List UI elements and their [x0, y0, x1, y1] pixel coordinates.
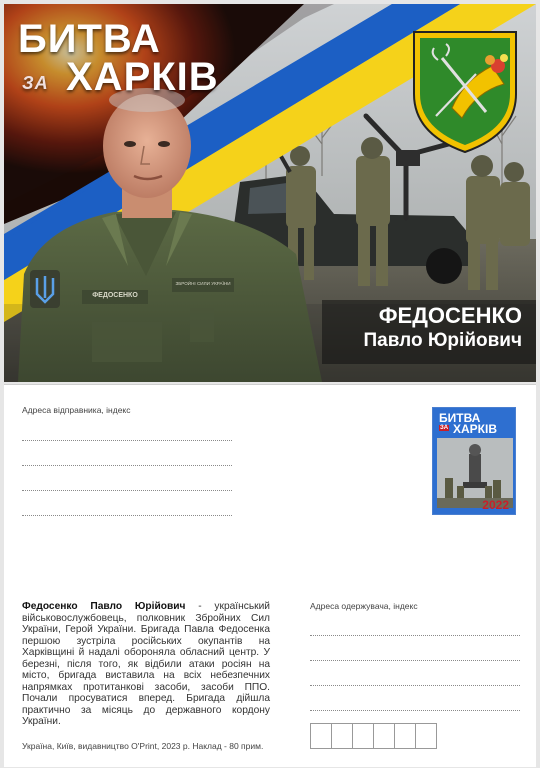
postcode-digit-box[interactable]: [310, 723, 332, 749]
bio-name: Федосенко Павло Юрійович: [22, 601, 186, 612]
bio-text: - український військовослужбовець, полковник Збройних Сил України, Герой України. Бригада Павла Федосенка першою зустріла російських окупантів на Харківщині й надалі обороняла обласний центр. У березні, після того, як відбили атаки росіян на місто, бригада виставила на всіх небезпечних напрямках протитанкові засоби, засоби ППО. Почали просуватися вперед. Бригада дійшла практично за місяць до державного кордону України.: [22, 601, 270, 727]
sender-address-line-4[interactable]: [22, 515, 232, 516]
title-line-2: ХАРКІВ: [66, 55, 219, 99]
recipient-address-line-1[interactable]: [310, 635, 520, 636]
postcode-digit-box[interactable]: [394, 723, 416, 749]
sender-address-label: Адреса відправника, індекс: [22, 405, 131, 415]
recipient-postcode-boxes: [310, 723, 436, 749]
stamp-title-za: ЗА: [440, 425, 449, 431]
postcode-digit-box[interactable]: [373, 723, 395, 749]
postcode-digit-box[interactable]: [331, 723, 353, 749]
postcode-digit-box[interactable]: [415, 723, 437, 749]
stamp-title-line-2: ХАРКІВ: [453, 422, 497, 436]
hero-surname: ФЕДОСЕНКО: [378, 303, 522, 328]
title-line-1: БИТВА: [18, 17, 161, 61]
postcard-address-side: [4, 384, 536, 767]
sender-address-line-2[interactable]: [22, 465, 232, 466]
postcode-digit-box[interactable]: [352, 723, 374, 749]
recipient-address-line-4[interactable]: [310, 710, 520, 711]
postcard-image-side: [4, 4, 536, 382]
sender-address-line-3[interactable]: [22, 490, 232, 491]
uniform-chevron-text: ЗБРОЙНІ СИЛИ УКРАЇНИ: [175, 281, 231, 286]
publisher-imprint: Україна, Київ, видавництво О'Print, 2023 р. Наклад - 80 прим.: [22, 741, 264, 751]
hero-given-names: Павло Юрійович: [363, 330, 522, 351]
stamp-year: 2022: [482, 498, 509, 512]
stamp-title-line-1: БИТВА: [439, 411, 481, 425]
title-za: ЗА: [22, 73, 49, 93]
postage-stamp: [432, 407, 516, 515]
hero-biography: [22, 601, 270, 728]
recipient-address-line-2[interactable]: [310, 660, 520, 661]
sender-address-line-1[interactable]: [22, 440, 232, 441]
uniform-name-tag: ФЕДОСЕНКО: [92, 292, 138, 299]
recipient-address-line-3[interactable]: [310, 685, 520, 686]
recipient-address-label: Адреса одержувача, індекс: [310, 601, 418, 611]
